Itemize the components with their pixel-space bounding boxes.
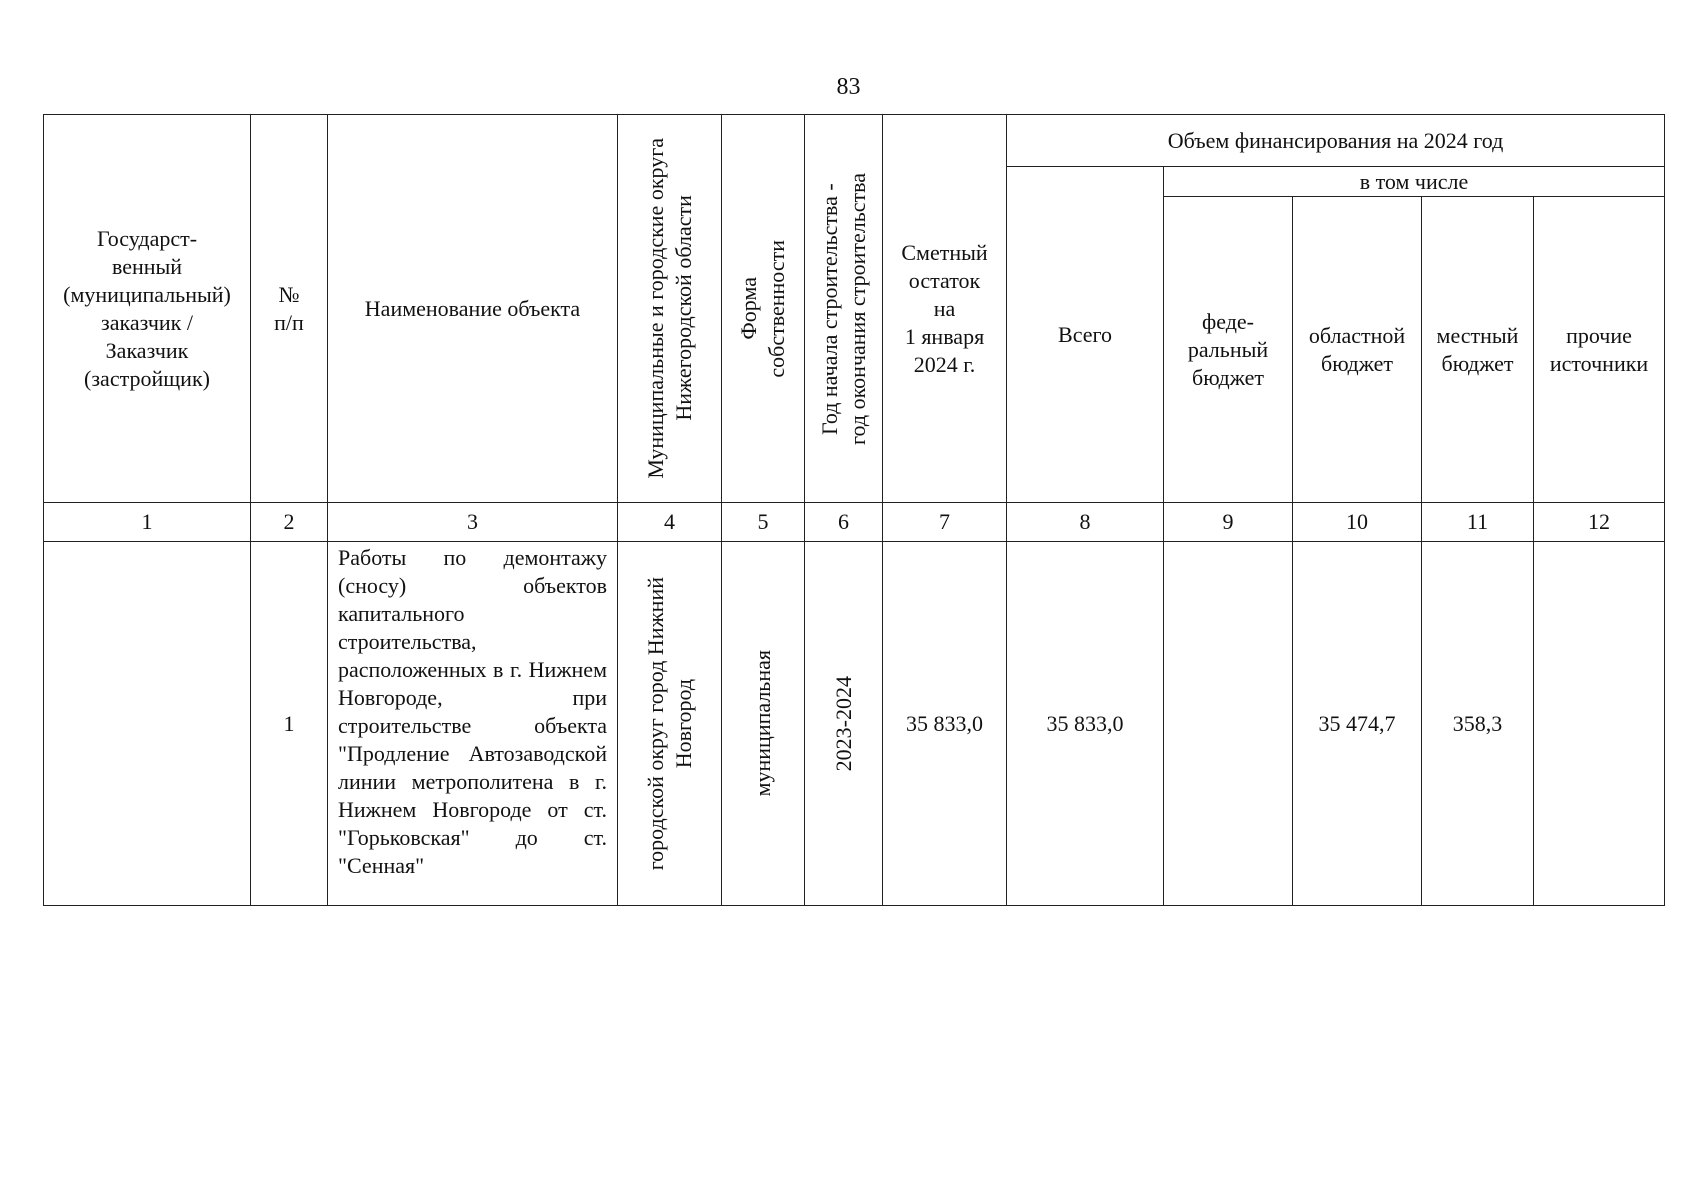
- header-years: [805, 115, 883, 503]
- header-districts: [618, 115, 722, 503]
- column-number-row: [44, 503, 1665, 542]
- header-customer: Государст- венный (муниципальный) заказчик / Заказчик (застройщик): [44, 115, 251, 503]
- cell-local: 358,3: [1422, 542, 1534, 906]
- header-ownership-text: Форма собственности: [736, 239, 789, 378]
- cell-other: [1534, 542, 1665, 906]
- header-districts-text: Муниципальные и городские округа Нижегородской области: [642, 138, 696, 479]
- table-row: [44, 542, 1665, 906]
- column-number: 2: [251, 503, 328, 542]
- column-number: 3: [328, 503, 618, 542]
- header-financing-2024: Объем финансирования на 2024 год: [1007, 115, 1665, 167]
- cell-district-text: городской округ город Нижний Новгород: [642, 576, 696, 871]
- cell-total: 35 833,0: [1007, 542, 1164, 906]
- cell-customer: [44, 542, 251, 906]
- column-number: 7: [883, 503, 1007, 542]
- cell-object-name: Работы по демонтажу (сносу) объектов капитального строительства, расположенных в г. Нижнем Новгороде, при строительстве объекта "Продление Автозаводской линии метрополитена в г. Нижнем Новгороде от ст. "Горьковская" до ст. "Сенная": [328, 542, 618, 906]
- cell-regional: 35 474,7: [1293, 542, 1422, 906]
- column-number: 10: [1293, 503, 1422, 542]
- cell-ownership-text: муниципальная: [750, 650, 775, 797]
- header-total: Всего: [1007, 167, 1164, 503]
- header-federal: феде- ральный бюджет: [1164, 197, 1293, 503]
- column-number: 6: [805, 503, 883, 542]
- header-local: местный бюджет: [1422, 197, 1534, 503]
- cell-years-text: 2023-2024: [830, 675, 856, 772]
- cell-years: [805, 542, 883, 906]
- header-other: прочие источники: [1534, 197, 1665, 503]
- column-number: 8: [1007, 503, 1164, 542]
- header-years-text: Год начала строительства - год окончания строительства: [816, 172, 870, 445]
- header-estimate-balance: Сметный остаток на 1 января 2024 г.: [883, 115, 1007, 503]
- column-number: 11: [1422, 503, 1534, 542]
- header-ownership: [722, 115, 805, 503]
- cell-number: 1: [251, 542, 328, 906]
- cell-estimate-balance: 35 833,0: [883, 542, 1007, 906]
- column-number: 5: [722, 503, 805, 542]
- header-including: в том числе: [1164, 167, 1665, 197]
- column-number: 1: [44, 503, 251, 542]
- header-number: № п/п: [251, 115, 328, 503]
- column-number: 12: [1534, 503, 1665, 542]
- column-number: 9: [1164, 503, 1293, 542]
- page-number: 83: [836, 74, 861, 100]
- cell-ownership: [722, 542, 805, 906]
- financing-table: [43, 114, 1665, 906]
- cell-federal: [1164, 542, 1293, 906]
- cell-district: [618, 542, 722, 906]
- header-row-1: [44, 115, 1665, 167]
- header-object-name: Наименование объекта: [328, 115, 618, 503]
- header-regional: областной бюджет: [1293, 197, 1422, 503]
- column-number: 4: [618, 503, 722, 542]
